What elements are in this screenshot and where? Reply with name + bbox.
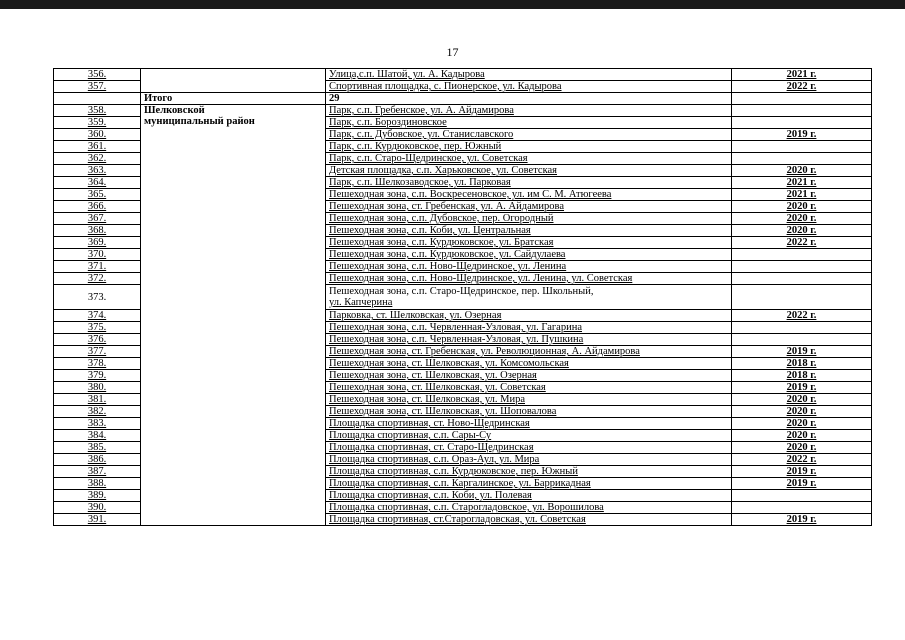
object-name: Площадка спортивная, с.п. Каргалинское, ул. Баррикадная	[326, 478, 732, 490]
year-cell	[732, 249, 872, 261]
year-cell: 2022 г.	[732, 310, 872, 322]
year-cell: 2019 г.	[732, 466, 872, 478]
year-cell: 2019 г.	[732, 514, 872, 526]
object-name: Детская площадка, с.п. Харьковское, ул. Советская	[326, 165, 732, 177]
row-number: 365.	[54, 189, 141, 201]
row-number: 361.	[54, 141, 141, 153]
object-name-line1: Пешеходная зона, с.п. Старо-Щедринское, пер. Школьный,	[329, 286, 594, 297]
row-number: 366.	[54, 201, 141, 213]
year-cell: 2020 г.	[732, 201, 872, 213]
row-number: 368.	[54, 225, 141, 237]
year-cell: 2021 г.	[732, 177, 872, 189]
row-number: 378.	[54, 358, 141, 370]
table-row	[54, 105, 872, 117]
row-number: 388.	[54, 478, 141, 490]
row-number: 384.	[54, 430, 141, 442]
year-cell: 2022 г.	[732, 81, 872, 93]
object-name: Пешеходная зона, с.п. Курдюковское, ул. Братская	[326, 237, 732, 249]
municipality-name-line2: муниципальный район	[144, 116, 255, 127]
row-number: 373.	[54, 285, 141, 310]
object-name: Улица,с.п. Шатой, ул. А. Кадырова	[326, 69, 732, 81]
row-number: 372.	[54, 273, 141, 285]
year-cell	[732, 153, 872, 165]
object-name: Пешеходная зона, с.п. Коби, ул. Центральная	[326, 225, 732, 237]
year-cell	[732, 490, 872, 502]
row-number: 379.	[54, 370, 141, 382]
year-cell: 2019 г.	[732, 382, 872, 394]
row-number: 357.	[54, 81, 141, 93]
object-name: Пешеходная зона, ст. Шелковская, ул. Озерная	[326, 370, 732, 382]
row-number: 391.	[54, 514, 141, 526]
row-number: 374.	[54, 310, 141, 322]
year-cell	[732, 141, 872, 153]
year-cell: 2020 г.	[732, 418, 872, 430]
object-name: Пешеходная зона, с.п. Червленная-Узловая, ул. Гагарина	[326, 322, 732, 334]
row-number: 381.	[54, 394, 141, 406]
year-cell: 2021 г.	[732, 189, 872, 201]
row-number: 383.	[54, 418, 141, 430]
object-name: Парк, с.п. Гребенское, ул. А. Айдамирова	[326, 105, 732, 117]
row-number: 362.	[54, 153, 141, 165]
object-name: Пешеходная зона, с.п. Воскресеновское, ул. им С. М. Атюгеева	[326, 189, 732, 201]
object-name: Пешеходная зона, с.п. Курдюковское, ул. Сайдулаева	[326, 249, 732, 261]
total-num-cell	[54, 93, 141, 105]
year-cell: 2020 г.	[732, 430, 872, 442]
scan-top-border	[0, 0, 905, 9]
year-cell: 2020 г.	[732, 442, 872, 454]
object-name: Пешеходная зона, ст. Шелковская, ул. Советская	[326, 382, 732, 394]
object-name: Парк, с.п. Курдюковское, пер. Южный	[326, 141, 732, 153]
year-cell: 2022 г.	[732, 454, 872, 466]
object-name: Площадка спортивная, с.п. Сары-Су	[326, 430, 732, 442]
municipality-name-line1: Шелковской	[144, 105, 205, 116]
year-cell	[732, 502, 872, 514]
page-number: 17	[446, 45, 459, 59]
objects-table	[53, 68, 872, 526]
row-number: 385.	[54, 442, 141, 454]
object-name: Пешеходная зона, ст. Шелковская, ул. Шоповалова	[326, 406, 732, 418]
municipality-name	[141, 105, 326, 526]
year-cell: 2020 г.	[732, 225, 872, 237]
row-number: 376.	[54, 334, 141, 346]
year-cell: 2019 г.	[732, 346, 872, 358]
object-name: Пешеходная зона, ст. Шелковская, ул. Мира	[326, 394, 732, 406]
year-cell	[732, 261, 872, 273]
row-number: 364.	[54, 177, 141, 189]
municipality-cell-empty	[141, 69, 326, 93]
row-number: 389.	[54, 490, 141, 502]
year-cell: 2021 г.	[732, 69, 872, 81]
year-cell	[732, 273, 872, 285]
row-number: 370.	[54, 249, 141, 261]
year-cell	[732, 334, 872, 346]
object-name: Парк, с.п. Дубовское, ул. Станиславского	[326, 129, 732, 141]
year-cell: 2020 г.	[732, 213, 872, 225]
row-number: 369.	[54, 237, 141, 249]
object-name: Пешеходная зона, с.п. Ново-Щедринское, ул. Ленина, ул. Советская	[326, 273, 732, 285]
object-name: Пешеходная зона, с.п. Червленная-Узловая, ул. Пушкина	[326, 334, 732, 346]
row-number: 375.	[54, 322, 141, 334]
object-name: Парк, с.п. Бороздиновское	[326, 117, 732, 129]
row-number: 380.	[54, 382, 141, 394]
row-number: 363.	[54, 165, 141, 177]
year-cell: 2018 г.	[732, 358, 872, 370]
object-name-line2: ул. Капчерина	[329, 297, 393, 308]
object-name: Площадка спортивная, с.п. Курдюковское, пер. Южный	[326, 466, 732, 478]
object-name	[326, 285, 732, 310]
object-name: Площадка спортивная, ст. Старо-Щедринская	[326, 442, 732, 454]
object-name: Пешеходная зона, ст. Гребенская, ул. А. Айдамирова	[326, 201, 732, 213]
row-number: 359.	[54, 117, 141, 129]
object-name: Парковка, ст. Шелковская, ул. Озерная	[326, 310, 732, 322]
row-number: 371.	[54, 261, 141, 273]
total-row	[54, 93, 872, 105]
year-cell: 2019 г.	[732, 478, 872, 490]
object-name: Пешеходная зона, с.п. Ново-Щедринское, ул. Ленина	[326, 261, 732, 273]
year-cell: 2019 г.	[732, 129, 872, 141]
row-number: 377.	[54, 346, 141, 358]
row-number: 358.	[54, 105, 141, 117]
row-number: 356.	[54, 69, 141, 81]
year-cell: 2022 г.	[732, 237, 872, 249]
total-value: 29	[326, 93, 732, 105]
total-year-cell	[732, 93, 872, 105]
object-name: Пешеходная зона, ст. Шелковская, ул. Комсомольская	[326, 358, 732, 370]
year-cell	[732, 285, 872, 310]
year-cell	[732, 105, 872, 117]
object-name: Площадка спортивная, с.п. Ораз-Аул, ул. Мира	[326, 454, 732, 466]
row-number: 386.	[54, 454, 141, 466]
row-number: 382.	[54, 406, 141, 418]
object-name: Пешеходная зона, с.п. Дубовское, пер. Огородный	[326, 213, 732, 225]
year-cell: 2018 г.	[732, 370, 872, 382]
object-name: Парк, с.п. Старо-Щедринское, ул. Советская	[326, 153, 732, 165]
objects-table-body	[54, 69, 872, 526]
year-cell	[732, 117, 872, 129]
table-row	[54, 69, 872, 81]
object-name: Спортивная площадка, с. Пионерское, ул. Кадырова	[326, 81, 732, 93]
year-cell: 2020 г.	[732, 406, 872, 418]
year-cell: 2020 г.	[732, 394, 872, 406]
row-number: 390.	[54, 502, 141, 514]
row-number: 360.	[54, 129, 141, 141]
object-name: Площадка спортивная, ст. Ново-Щедринская	[326, 418, 732, 430]
year-cell	[732, 322, 872, 334]
object-name: Площадка спортивная, ст.Старогладовская, ул. Советская	[326, 514, 732, 526]
year-cell: 2020 г.	[732, 165, 872, 177]
total-label: Итого	[141, 93, 326, 105]
object-name: Площадка спортивная, с.п. Старогладовское, ул. Ворошилова	[326, 502, 732, 514]
object-name: Площадка спортивная, с.п. Коби, ул. Полевая	[326, 490, 732, 502]
object-name: Пешеходная зона, ст. Гребенская, ул. Революционная, А. Айдамирова	[326, 346, 732, 358]
row-number: 387.	[54, 466, 141, 478]
row-number: 367.	[54, 213, 141, 225]
object-name: Парк, с.п. Шелкозаводское, ул. Парковая	[326, 177, 732, 189]
